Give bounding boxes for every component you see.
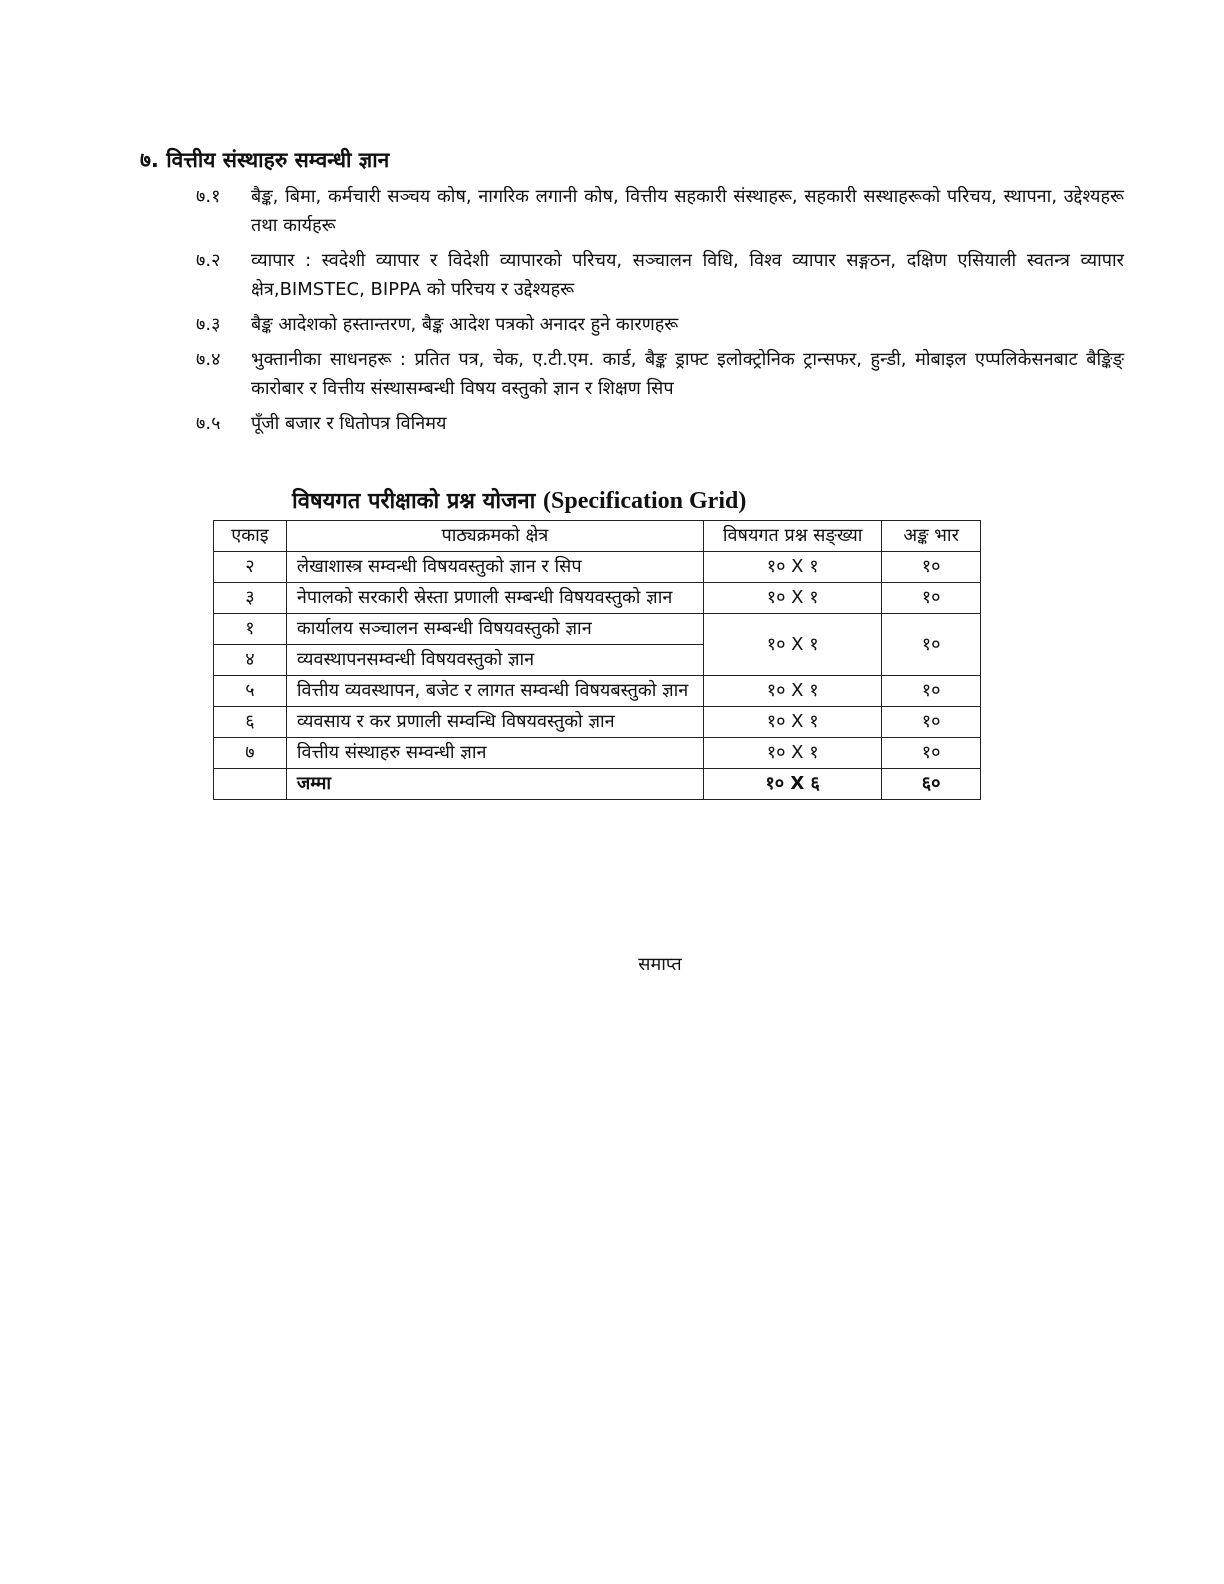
cell-unit: ५: [214, 676, 287, 707]
item-text: व्यापार : स्वदेशी व्यापार र विदेशी व्यापारको परिचय, सञ्चालन विधि, विश्व व्यापार सङ्गठन, दक्षिण एसियाली स्वतन्त्र व्यापार क्षेत्र,BIMSTEC, BIPPA को परिचय र उद्देश्यहरू: [251, 250, 1124, 300]
item-number: ७.४: [196, 349, 221, 370]
grid-title-np: विषयगत परीक्षाको प्रश्न योजना: [292, 489, 536, 514]
table-row: [214, 676, 981, 707]
section-heading: ७. वित्तीय संस्थाहरु सम्वन्धी ज्ञान: [140, 148, 390, 172]
cell-unit: ४: [214, 645, 287, 676]
cell-unit: २: [214, 552, 287, 583]
table-row: [214, 738, 981, 769]
item-number: ७.३: [196, 314, 221, 335]
cell-area: वित्तीय संस्थाहरु सम्वन्धी ज्ञान: [286, 738, 703, 769]
cell-area: व्यवसाय र कर प्रणाली सम्वन्धि विषयवस्तुको ज्ञान: [286, 707, 703, 738]
grid-title-en: (Specification Grid): [543, 488, 747, 514]
cell-unit: ६: [214, 707, 287, 738]
list-item: [196, 310, 1124, 339]
item-text: बैङ्क, बिमा, कर्मचारी सञ्चय कोष, नागरिक लगानी कोष, वित्तीय सहकारी संस्थाहरू, सहकारी सस्थाहरूको परिचय, स्थापना, उद्देश्यहरू तथा कार्यहरू: [251, 186, 1124, 236]
cell-area: वित्तीय व्यवस्थापन, बजेट र लागत सम्वन्धी विषयबस्तुको ज्ञान: [286, 676, 703, 707]
table-total-row: [214, 769, 981, 800]
grid-title: [292, 486, 746, 517]
item-number: ७.२: [196, 250, 221, 271]
cell-unit: १: [214, 614, 287, 645]
table-row: [214, 614, 981, 645]
list-item: [196, 345, 1124, 403]
cell-unit: ३: [214, 583, 287, 614]
cell-area: लेखाशास्त्र सम्वन्धी विषयवस्तुको ज्ञान र सिप: [286, 552, 703, 583]
header-question-count: विषयगत प्रश्न सङ्ख्या: [704, 521, 882, 552]
table-row: [214, 707, 981, 738]
cell-marks: १०: [882, 676, 981, 707]
section-items: [196, 182, 1124, 444]
cell-question-count: १० X १: [704, 583, 882, 614]
cell-area: कार्यालय सञ्चालन सम्बन्धी विषयवस्तुको ज्ञान: [286, 614, 703, 645]
specification-grid-table: [213, 520, 981, 800]
header-marks: अङ्क भार: [882, 521, 981, 552]
cell-area: व्यवस्थापनसम्वन्धी विषयवस्तुको ज्ञान: [286, 645, 703, 676]
cell-unit-empty: [214, 769, 287, 800]
list-item: [196, 246, 1124, 304]
total-marks: ६०: [882, 769, 981, 800]
cell-marks: १०: [882, 583, 981, 614]
item-number: ७.१: [196, 186, 221, 207]
cell-question-count: १० X १: [704, 707, 882, 738]
cell-question-count: १० X १: [704, 614, 882, 676]
cell-question-count: १० X १: [704, 676, 882, 707]
item-text: भुक्तानीका साधनहरू : प्रतित पत्र, चेक, ए.टी.एम. कार्ड, बैङ्क ड्राफ्ट इलोक्ट्रोनिक ट्रान्सफर, हुन्डी, मोबाइल एप्पलिकेसनबाट बैङ्किङ् कारोबार र वित्तीय संस्थासम्बन्धी विषय वस्तुको ज्ञान र शिक्षण सिप: [251, 349, 1124, 399]
item-text: पूँजी बजार र धितोपत्र विनिमय: [251, 413, 447, 434]
end-marker: समाप्त: [638, 954, 682, 975]
list-item: [196, 409, 1124, 438]
table-row: [214, 552, 981, 583]
item-text: बैङ्क आदेशको हस्तान्तरण, बैङ्क आदेश पत्रको अनादर हुने कारणहरू: [251, 314, 679, 335]
cell-area: नेपालको सरकारी स्रेस्ता प्रणाली सम्बन्धी विषयवस्तुको ज्ञान: [286, 583, 703, 614]
total-question-count: १० X ६: [704, 769, 882, 800]
cell-marks: १०: [882, 707, 981, 738]
header-unit: एकाइ: [214, 521, 287, 552]
cell-unit: ७: [214, 738, 287, 769]
header-area: पाठ्यक्रमको क्षेत्र: [286, 521, 703, 552]
cell-marks: १०: [882, 552, 981, 583]
cell-question-count: १० X १: [704, 738, 882, 769]
item-number: ७.५: [196, 413, 221, 434]
total-label: जम्मा: [286, 769, 703, 800]
cell-marks: १०: [882, 614, 981, 676]
cell-marks: १०: [882, 738, 981, 769]
list-item: [196, 182, 1124, 240]
table-row: [214, 583, 981, 614]
cell-question-count: १० X १: [704, 552, 882, 583]
table-header-row: [214, 521, 981, 552]
